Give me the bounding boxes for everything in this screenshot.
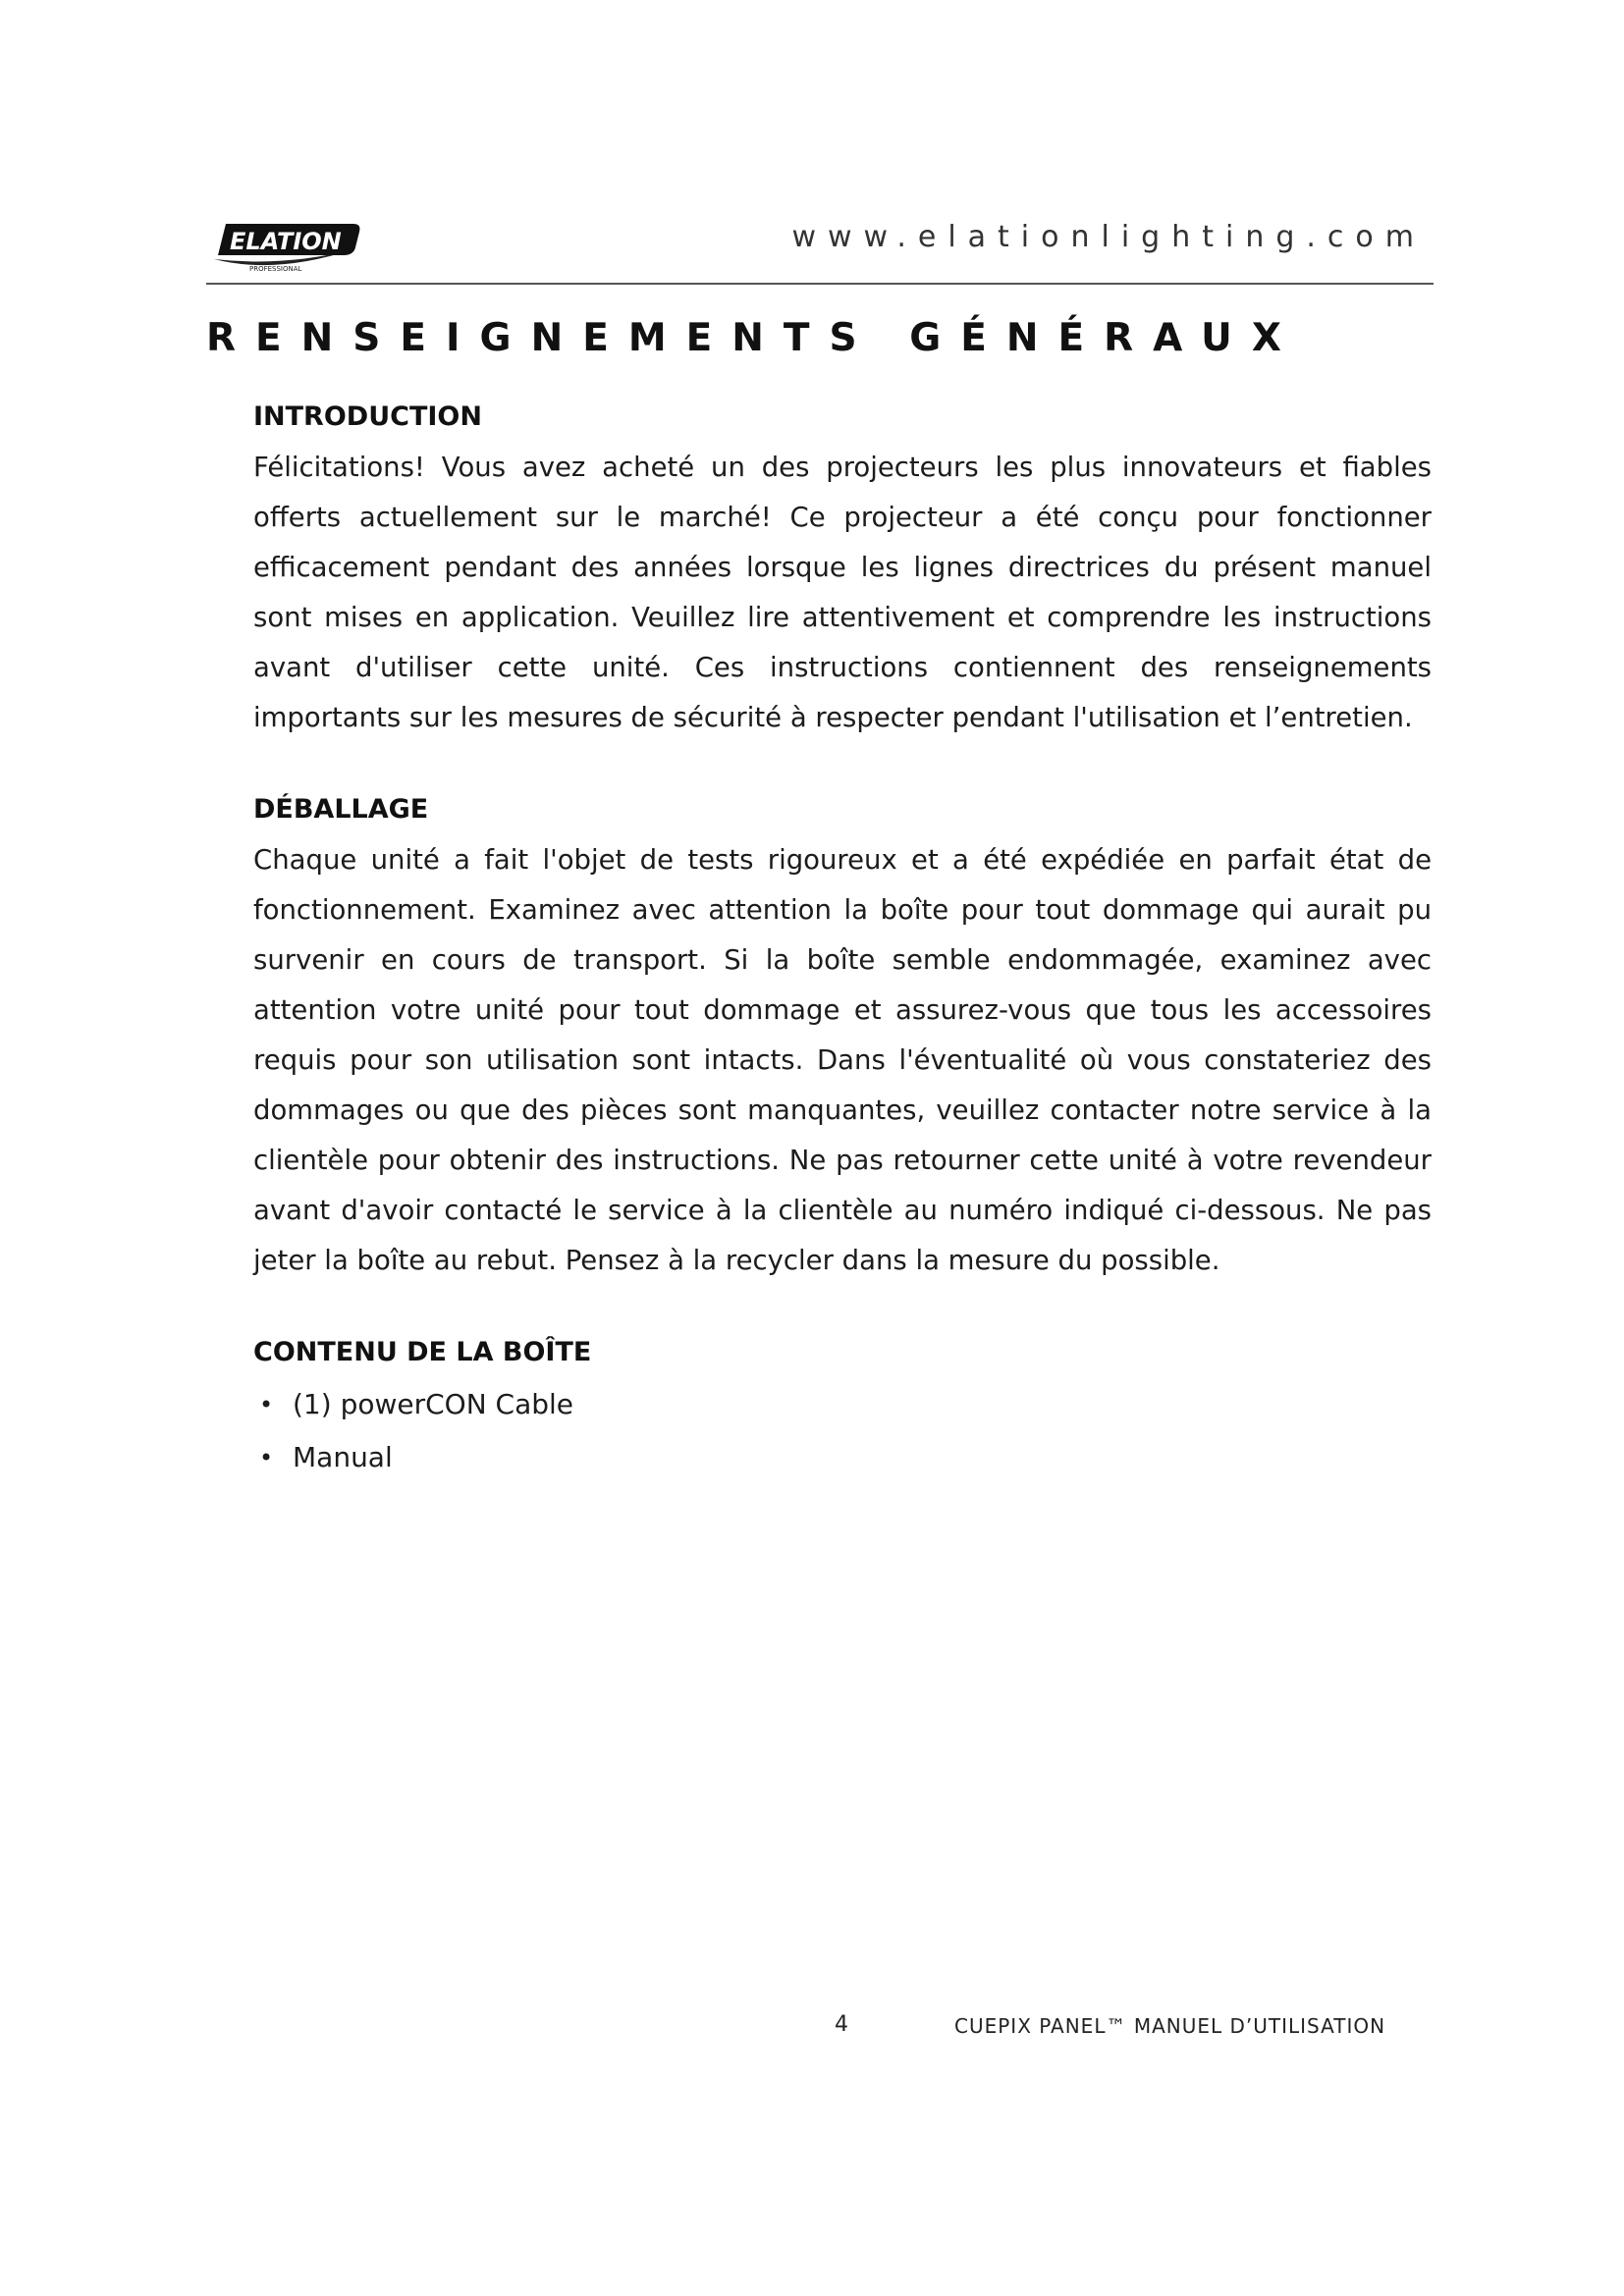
section-contenu <box>253 1333 1432 1484</box>
list-item-text: (1) powerCON Cable <box>293 1388 574 1420</box>
section-heading-deballage: DÉBALLAGE <box>253 794 429 825</box>
bullet-icon: • <box>259 1391 274 1418</box>
section-body-deballage: Chaque unité a fait l'objet de tests rigoureux et a été expédiée en parfait état de fonctionnement. Examinez avec attention la boîte pour tout dommage qui aurait pu survenir en cours de transport. Si la boîte semble endommagée, examinez avec attention votre unité pour tout dommage et assurez-vous que tous les accessoires requis pour son utilisation sont intacts. Dans l'éventualité où vous constateriez des dommages ou que des pièces sont manquantes, veuillez contacter notre service à la clientèle pour obtenir des instructions. Ne pas retourner cette unité à votre revendeur avant d'avoir contacté le service à la clientèle au numéro indiqué ci-dessous. Ne pas jeter la boîte au rebut. Pensez à la recycler dans la mesure du possible. <box>253 844 1432 1276</box>
page-title: RENSEIGNEMENTS GÉNÉRAUX <box>206 316 1301 360</box>
section-introduction <box>253 398 1432 743</box>
website-url[interactable]: www.elationlighting.com <box>791 220 1426 254</box>
section-heading-introduction: INTRODUCTION <box>253 401 482 432</box>
elation-logo <box>206 216 363 275</box>
page-number: 4 <box>835 2012 848 2037</box>
list-item-text: Manual <box>293 1441 393 1473</box>
page-header <box>206 206 1434 285</box>
bullet-icon: • <box>259 1444 274 1471</box>
section-heading-contenu: CONTENU DE LA BOÎTE <box>253 1337 592 1367</box>
logo-wordmark: ELATION <box>230 228 342 255</box>
list-item <box>253 1378 1432 1431</box>
main-content <box>253 398 1432 1531</box>
section-deballage <box>253 790 1432 1286</box>
logo-subtext: PROFESSIONAL <box>249 265 302 273</box>
section-body-introduction: Félicitations! Vous avez acheté un des projecteurs les plus innovateurs et fiables offerts actuellement sur le marché! Ce projecteur a été conçu pour fonctionner efficacement pendant des années lorsque les lignes directrices du présent manuel sont mises en application. Veuillez lire attentivement et comprendre les instructions avant d'utiliser cette unité. Ces instructions contiennent des renseignements importants sur les mesures de sécurité à respecter pendant l'utilisation et l’entretien. <box>253 452 1432 733</box>
contents-list <box>253 1378 1432 1484</box>
footer-manual-title: CUEPIX PANEL™ MANUEL D’UTILISATION <box>954 2014 1386 2038</box>
list-item <box>253 1431 1432 1484</box>
